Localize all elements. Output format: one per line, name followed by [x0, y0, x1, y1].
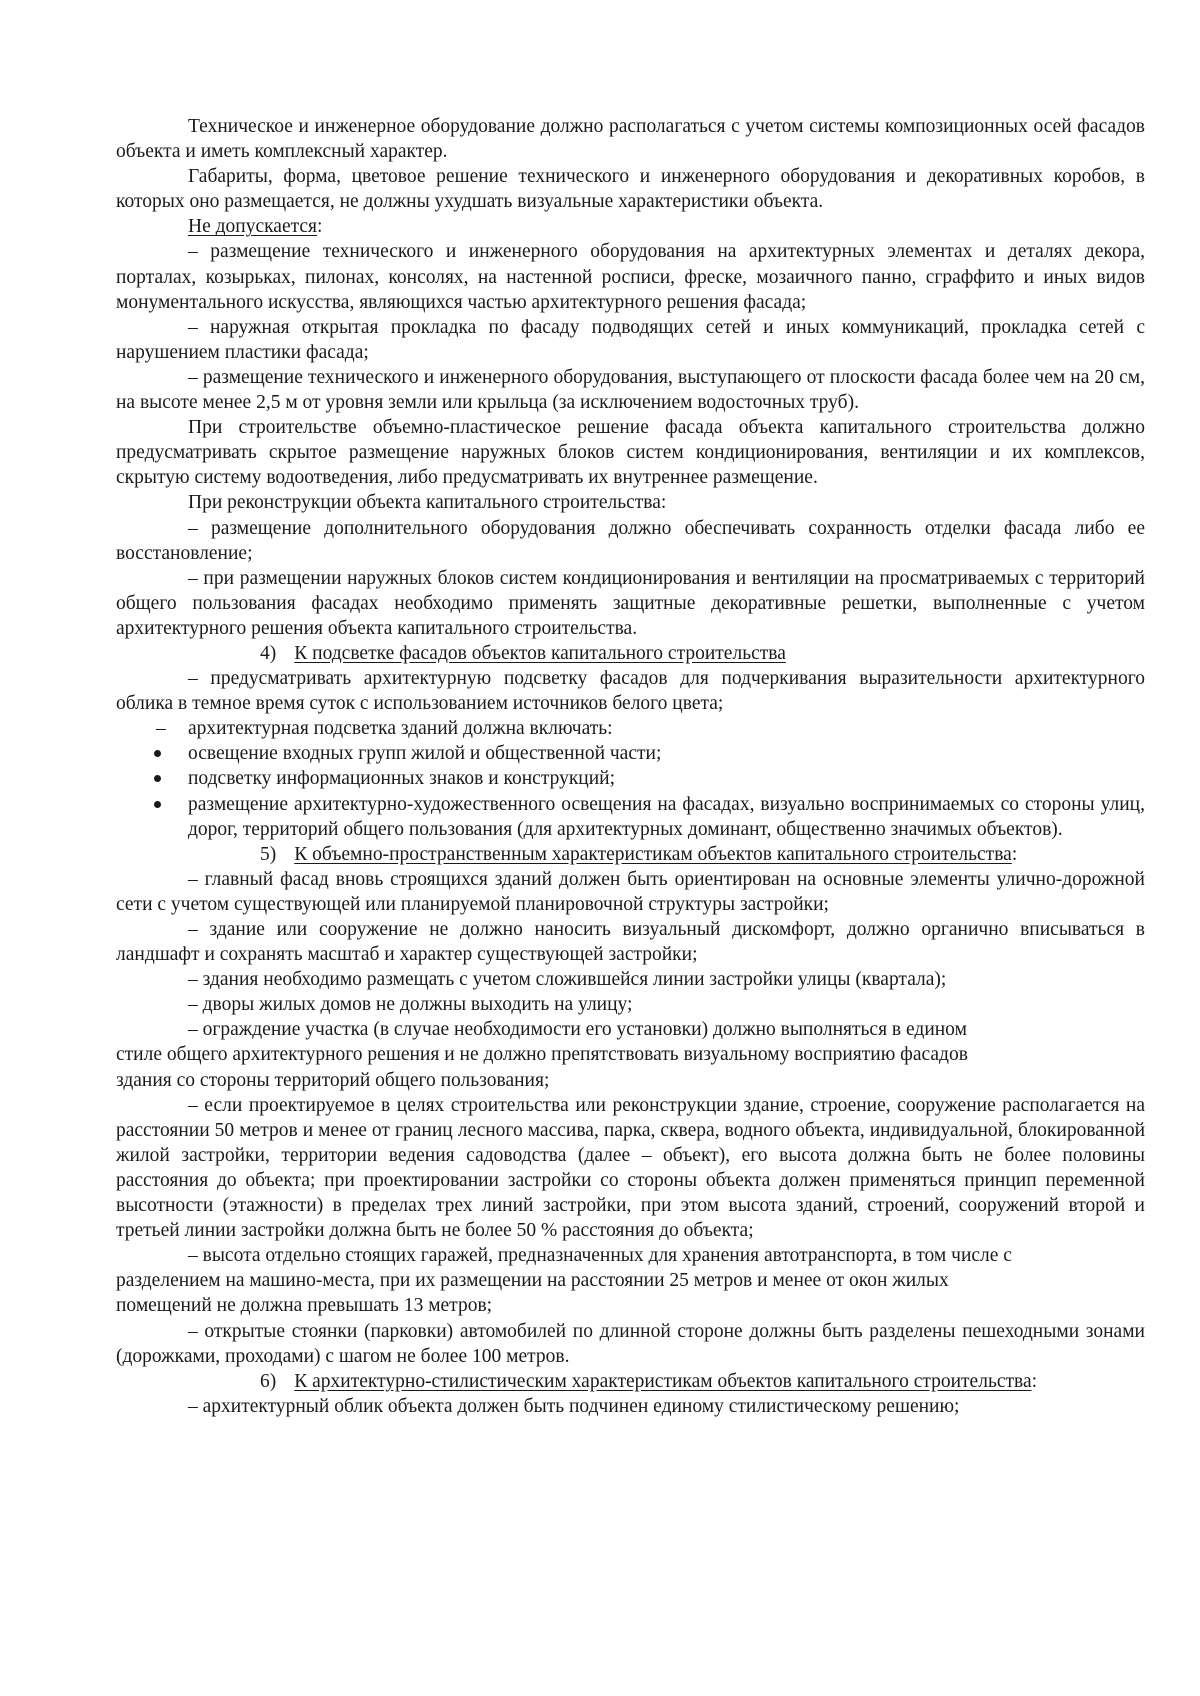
paragraph: – если проектируемое в целях строительства или реконструкции здание, строение, сооружение располагается на расстоянии 50 метров и менее от границ лесного массива, парка, сквера, водного объекта, индивидуальной, блокированной жилой застройки, территории ведения садоводства (далее – объект), его высота должна быть не более половины расстояния до объекта; при проектировании застройки со стороны объекта должен применяться принцип переменной высотности (этажности) в пределах трех линий застройки, при этом высота зданий, строений, сооружений второй и третьей линии застройки должна быть не более 50 % расстояния до объекта;: [116, 1094, 1145, 1242]
list-item-text: размещение архитектурно-художественного освещения на фасадах, визуально воспринимаемых со стороны улиц, дорог, территорий общего пользования (для архитектурных доминант, общественно значимых объектов).: [188, 793, 1145, 840]
section-heading-5: [116, 842, 1145, 867]
paragraph: – размещение дополнительного оборудования должно обеспечивать сохранность отделки фасада либо ее восстановление;: [116, 517, 1145, 564]
list-item: [116, 792, 1145, 842]
dash-item-text: архитектурная подсветка зданий должна включать:: [188, 718, 613, 740]
line: стиле общего архитектурного решения и не должно препятствовать визуальному восприятию фасадов: [116, 1044, 968, 1066]
section-number: 4): [260, 642, 277, 664]
paragraph: – открытые стоянки (парковки) автомобилей по длинной стороне должны быть разделены пешеходными зонами (дорожками, проходами) с шагом не более 100 метров.: [116, 1320, 1145, 1367]
paragraph: Габариты, форма, цветовое решение технического и инженерного оборудования и декоративных коробов, в которых оно размещается, не должны ухудшать визуальные характеристики объекта.: [116, 166, 1145, 213]
list-item: [116, 741, 1145, 766]
paragraph: При строительстве объемно-пластическое решение фасада объекта капитального строительства должно предусматривать скрытое размещение наружных блоков систем кондиционирования, вентиляции и их комплексов, скрытую систему водоотведения, либо предусматривать их внутреннее размещение.: [116, 417, 1145, 489]
paragraph: [116, 1017, 1145, 1092]
bullet-list: [116, 741, 1145, 841]
section-title: К архитектурно-стилистическим характеристикам объектов капитального строительства: [294, 1370, 1032, 1392]
paragraph: – при размещении наружных блоков систем кондиционирования и вентиляции на просматриваемых с территорий общего пользования фасадах необходимо применять защитные декоративные решетки, выполненные с учетом архитектурного решения объекта капитального строительства.: [116, 567, 1145, 639]
paragraph: – архитектурный облик объекта должен быть подчинен единому стилистическому решению;: [188, 1395, 960, 1417]
line: здания со стороны территорий общего пользования;: [116, 1069, 550, 1091]
colon: :: [1011, 843, 1018, 865]
list-item-text: подсветку информационных знаков и конструкций;: [188, 768, 616, 790]
paragraph: – размещение технического и инженерного оборудования, выступающего от плоскости фасада более чем на 20 см, на высоте менее 2,5 м от уровня земли или крыльца (за исключением водосточных труб).: [116, 366, 1145, 414]
line: – ограждение участка (в случае необходимости его установки) должно выполняться в едином: [188, 1019, 967, 1041]
section-heading-6: [116, 1369, 1145, 1394]
paragraph: – главный фасад вновь строящихся зданий должен быть ориентирован на основные элементы улично-дорожной сети с учетом существующей или планируемой планировочной структуры застройки;: [116, 868, 1145, 915]
paragraph: – размещение технического и инженерного оборудования на архитектурных элементах и деталях декора, порталах, козырьках, пилонах, консолях, на настенной росписи, фреске, мозаичного панно, сграффито и иных видов монументального искусства, являющихся частью архитектурного решения фасада;: [116, 241, 1145, 313]
paragraph: – наружная открытая прокладка по фасаду подводящих сетей и иных коммуникаций, прокладка сетей с нарушением пластики фасада;: [116, 316, 1145, 363]
paragraph: При реконструкции объекта капитального строительства:: [188, 492, 667, 514]
line: разделением на машино-места, при их размещении на расстоянии 25 метров и менее от окон жилых: [116, 1270, 949, 1292]
bullet-icon: [154, 801, 161, 808]
section-title: К объемно-пространственным характеристикам объектов капитального строительства: [294, 843, 1012, 865]
list-item: [116, 766, 1145, 791]
section-heading-4: [116, 641, 1145, 666]
line: помещений не должна превышать 13 метров;: [116, 1295, 493, 1317]
bullet-icon: [154, 750, 161, 757]
paragraph: Техническое и инженерное оборудование должно располагаться с учетом системы композиционных осей фасадов объекта и иметь комплексный характер.: [116, 116, 1145, 163]
paragraph: – здания необходимо размещать с учетом сложившейся линии застройки улицы (квартала);: [188, 969, 947, 991]
not-allowed-heading: [116, 214, 1145, 239]
paragraph: – дворы жилых домов не должны выходить на улицу;: [188, 994, 633, 1016]
not-allowed-label: Не допускается: [188, 216, 317, 238]
paragraph: – здание или сооружение не должно наносить визуальный дискомфорт, должно органично вписываться в ландшафт и сохранять масштаб и характер существующей застройки;: [116, 919, 1145, 966]
dash-list-item: [116, 716, 1145, 741]
dash-mark: –: [156, 718, 166, 740]
section-title: К подсветке фасадов объектов капитального строительства: [294, 642, 786, 664]
line: – высота отдельно стоящих гаражей, предназначенных для хранения автотранспорта, в том числе с: [188, 1245, 1012, 1267]
bullet-icon: [154, 775, 161, 782]
section-number: 5): [260, 843, 277, 865]
list-item-text: освещение входных групп жилой и общественной части;: [188, 743, 662, 765]
paragraph: – предусматривать архитектурную подсветку фасадов для подчеркивания выразительности архитектурного облика в темное время суток с использованием источников белого цвета;: [116, 668, 1145, 715]
paragraph: [116, 1243, 1145, 1318]
colon: :: [1031, 1370, 1038, 1392]
section-number: 6): [260, 1370, 277, 1392]
colon: :: [317, 216, 323, 238]
document-body: [116, 114, 1145, 1419]
